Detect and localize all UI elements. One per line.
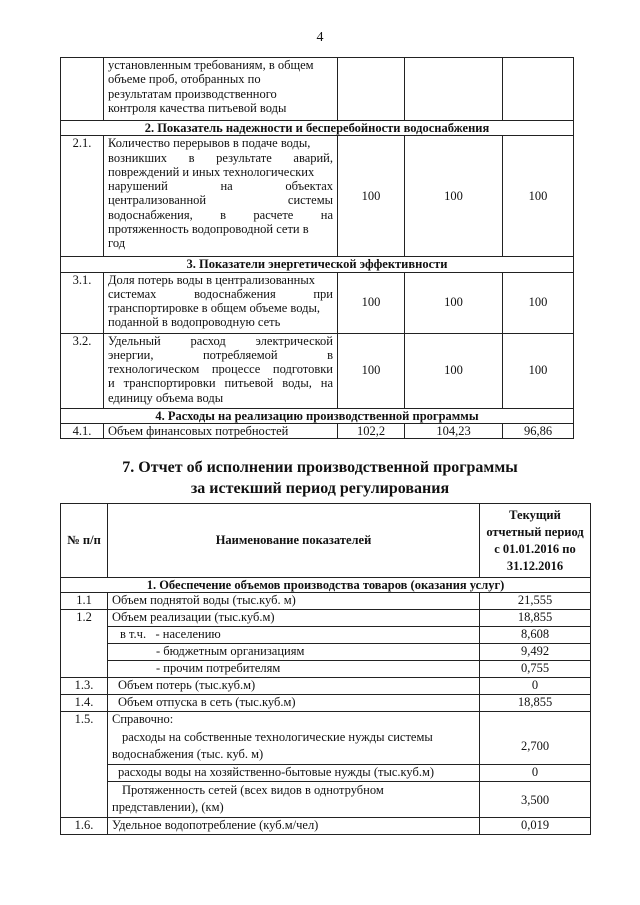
value-cell: 0 [480, 765, 591, 782]
indicator-label: Справочно: [108, 712, 480, 729]
header-period: Текущий отчетный период с 01.01.2016 по 31.12.2016 [480, 504, 591, 578]
header-row [61, 504, 591, 578]
value-cell: 100 [405, 272, 503, 333]
row-number: 3.2. [61, 333, 104, 408]
section-row [61, 121, 574, 136]
row-number: 1.5. [61, 712, 108, 818]
indicator-label: установленным требованиям, в общем объеме проб, отобранных по результатам производственного контроля качества питьевой воды [104, 58, 338, 121]
value-cell: 100 [405, 136, 503, 257]
report-table [60, 503, 591, 835]
table-row [61, 627, 591, 644]
table-row [61, 333, 574, 408]
indicator-label: Объем поднятой воды (тыс.куб. м) [108, 593, 480, 610]
value-cell: 100 [405, 333, 503, 408]
section-title: 1. Обеспечение объемов производства товаров (оказания услуг) [61, 578, 591, 593]
value-cell: 9,492 [480, 644, 591, 661]
value-cell: 0,019 [480, 818, 591, 835]
value-cell: 0 [480, 678, 591, 695]
row-number: 1.4. [61, 695, 108, 712]
section-title: 4. Расходы на реализацию производственной программы [61, 408, 574, 423]
value-cell: 18,855 [480, 695, 591, 712]
value-cell: 8,608 [480, 627, 591, 644]
value-cell [503, 58, 574, 121]
value-cell: 0,755 [480, 661, 591, 678]
table-row [61, 818, 591, 835]
row-number: 3.1. [61, 272, 104, 333]
indicator-label: Удельный расход электрической энергии, потребляемой в технологическом процессе подготовки и транспортировки питьевой воды, на единицу объема воды [104, 333, 338, 408]
table-row [61, 729, 591, 765]
indicator-label: - бюджетным организациям [108, 644, 480, 661]
row-number: 1.1 [61, 593, 108, 610]
value-cell [480, 712, 591, 729]
indicator-label: Удельное водопотребление (куб.м/чел) [108, 818, 480, 835]
value-cell: 3,500 [480, 782, 591, 818]
section-heading [0, 457, 640, 499]
indicator-label: Количество перерывов в подаче воды, возникших в результате аварий, повреждений и иных технологических нарушений на объектах централизованной системы водоснабжения, в расчете на протяженность водопроводной сети в год [104, 136, 338, 257]
indicator-label: в т.ч. - населению [108, 627, 480, 644]
value-cell: 18,855 [480, 610, 591, 627]
indicator-label: Объем финансовых потребностей [104, 423, 338, 438]
indicator-label: - прочим потребителям [108, 661, 480, 678]
table-row [61, 423, 574, 438]
table-row [61, 593, 591, 610]
value-cell: 100 [503, 333, 574, 408]
indicator-label: Объем отпуска в сеть (тыс.куб.м) [108, 695, 480, 712]
row-number: 4.1. [61, 423, 104, 438]
section-title: 3. Показатели энергетической эффективности [61, 257, 574, 272]
indicator-label: Протяженность сетей (всех видов в однотрубном представлении), (км) [108, 782, 480, 818]
row-number: 1.2 [61, 610, 108, 678]
value-cell: 102,2 [338, 423, 405, 438]
value-cell: 100 [338, 333, 405, 408]
table-row [61, 695, 591, 712]
indicator-label: Объем реализации (тыс.куб.м) [108, 610, 480, 627]
table-row [61, 610, 591, 627]
indicator-label: Доля потерь воды в централизованных системах водоснабжения при транспортировке в общем объеме воды, поданной в водопроводную сеть [104, 272, 338, 333]
section-row [61, 578, 591, 593]
heading-line-2: за истекший период регулирования [190, 480, 450, 497]
section-title: 2. Показатель надежности и бесперебойности водоснабжения [61, 121, 574, 136]
table-row [61, 712, 591, 729]
table-row [61, 661, 591, 678]
row-number [61, 58, 104, 121]
value-cell: 100 [503, 272, 574, 333]
table-row [61, 678, 591, 695]
indicators-table-main [60, 57, 574, 439]
value-cell: 100 [338, 136, 405, 257]
indicator-label: расходы на собственные технологические нужды системы водоснабжения (тыс. куб. м) [108, 729, 480, 765]
value-cell: 2,700 [480, 729, 591, 765]
table-row [61, 644, 591, 661]
row-number: 1.6. [61, 818, 108, 835]
row-number: 2.1. [61, 136, 104, 257]
value-cell [338, 58, 405, 121]
section-row [61, 257, 574, 272]
table-row [61, 272, 574, 333]
table-row [61, 136, 574, 257]
value-cell [405, 58, 503, 121]
table-row [61, 782, 591, 818]
row-number: 1.3. [61, 678, 108, 695]
indicator-label: Объем потерь (тыс.куб.м) [108, 678, 480, 695]
value-cell: 96,86 [503, 423, 574, 438]
value-cell: 21,555 [480, 593, 591, 610]
indicator-label: расходы воды на хозяйственно-бытовые нужды (тыс.куб.м) [108, 765, 480, 782]
value-cell: 100 [503, 136, 574, 257]
heading-line-1: 7. Отчет об исполнении производственной программы [122, 459, 518, 476]
value-cell: 104,23 [405, 423, 503, 438]
page-number: 4 [316, 30, 324, 45]
header-num: № п/п [61, 504, 108, 578]
table-row [61, 58, 574, 121]
section-row [61, 408, 574, 423]
value-cell: 100 [338, 272, 405, 333]
header-name: Наименование показателей [108, 504, 480, 578]
table-row [61, 765, 591, 782]
